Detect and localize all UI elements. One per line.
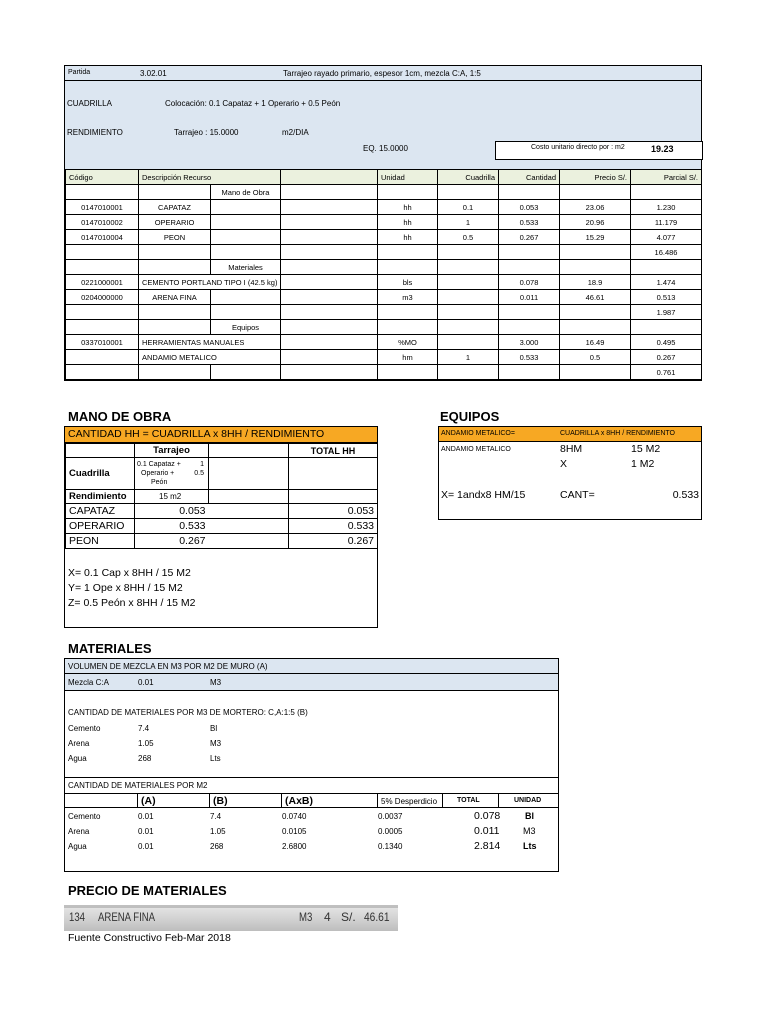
cell-cantidad: 0.053 (499, 200, 560, 215)
equipos-a2: 15 M2 (631, 443, 661, 455)
m2-row-axb: 0.0740 (282, 812, 307, 821)
table-row (66, 350, 702, 365)
cuad-line3: Peón (151, 479, 168, 486)
costo-label: Costo unitario directo por : m2 (531, 144, 625, 151)
cell-parcial: 1.230 (631, 200, 702, 215)
price-clipping-image (64, 905, 398, 931)
m2-row-b: 7.4 (210, 812, 222, 821)
cell-precio: 15.29 (560, 230, 631, 245)
mano-obra-title: MANO DE OBRA (68, 409, 172, 424)
b-row-name: Cemento (68, 724, 101, 733)
mo-row-val: 0.267 (135, 534, 209, 549)
cell-unidad: %MO (378, 335, 438, 350)
partida-description: Tarrajeo rayado primario, espesor 1cm, mezcla C:A, 1:5 (283, 69, 481, 78)
section-row (66, 260, 702, 275)
section-materiales: Materiales (211, 260, 281, 275)
b-row-val: 1.05 (138, 739, 154, 748)
m2-row-name: Agua (68, 842, 87, 851)
col-b: (B) (213, 795, 228, 807)
m2-row-unidad: Lts (523, 841, 537, 851)
col-codigo: Código (66, 170, 139, 185)
m2-row-name: Cemento (68, 812, 101, 821)
mo-row-val: 0.053 (135, 504, 209, 519)
col-a: (A) (141, 795, 156, 807)
m2-row-unidad: M3 (523, 826, 536, 836)
rendimiento-label: RENDIMIENTO (67, 128, 123, 137)
b-row-val: 7.4 (138, 724, 150, 733)
col-parcial: Parcial S/. (631, 170, 702, 185)
rendimiento-unit: m2/DIA (282, 128, 309, 137)
cell-cantidad: 0.533 (499, 215, 560, 230)
cell-unidad: hm (378, 350, 438, 365)
subtotal-materiales: 1.987 (631, 305, 702, 320)
cell-precio: 0.5 (560, 350, 631, 365)
apu-sheet (64, 65, 702, 381)
total-hh-header: TOTAL HH (289, 444, 378, 458)
m2-row-a: 0.01 (138, 812, 154, 821)
subtotal-mano-obra: 16.486 (631, 245, 702, 260)
m2-row-desp: 0.1340 (378, 842, 403, 851)
section-row (66, 320, 702, 335)
mano-obra-table (65, 443, 378, 549)
apu-table (65, 169, 702, 380)
cuad-line2-val: 0.5 (194, 470, 204, 477)
m2-row-axb: 2.6800 (282, 842, 307, 851)
col-precio: Precio S/. (560, 170, 631, 185)
partida-code: 3.02.01 (140, 69, 167, 78)
cell-desc: HERRAMIENTAS MANUALES (139, 335, 281, 350)
b-row-unit: M3 (210, 739, 222, 748)
costo-value: 19.23 (651, 144, 674, 154)
cell-unidad: hh (378, 215, 438, 230)
cell-codigo: 0221000001 (66, 275, 139, 290)
cell-desc: OPERARIO (139, 215, 211, 230)
mezcla-unit: M3 (210, 678, 222, 687)
cell-precio: 18.9 (560, 275, 631, 290)
m2-row-b: 268 (210, 842, 224, 851)
equipos-cant-label: CANT= (560, 489, 595, 501)
col-cantidad: Cantidad (499, 170, 560, 185)
b-row-unit: Lts (210, 754, 221, 763)
cuadrilla-text: Colocación: 0.1 Capataz + 1 Operario + 0.5 Peón (165, 99, 341, 108)
rendimiento-value: 15 m2 (135, 490, 209, 504)
cell-codigo: 0147010004 (66, 230, 139, 245)
m2-row-axb: 0.0105 (282, 827, 307, 836)
cell-desc: ANDAMIO METALICO (139, 350, 281, 365)
mano-obra-notes (68, 566, 196, 611)
equipos-box (438, 426, 702, 520)
col-unidad: Unidad (378, 170, 438, 185)
cell-cantidad: 0.011 (499, 290, 560, 305)
photo-currency: S/. (341, 910, 356, 924)
cant-header: CANTIDAD DE MATERIALES POR M3 DE MORTERO: C,A:1:5 (B) (68, 708, 308, 717)
equipos-b2: 1 M2 (631, 458, 655, 470)
cell-desc: ARENA FINA (139, 290, 211, 305)
col-axb: (AxB) (285, 795, 313, 807)
cell-cuadrilla: 1 (438, 215, 499, 230)
photo-item: ARENA FINA (98, 910, 156, 924)
m2-row-unidad: Bl (525, 811, 534, 821)
cell-cuadrilla: 1 (438, 350, 499, 365)
m2-row-desp: 0.0005 (378, 827, 403, 836)
tarrajeo-header: Tarrajeo (135, 444, 209, 458)
mo-row-total: 0.267 (289, 534, 378, 549)
m2-row-desp: 0.0037 (378, 812, 403, 821)
materiales-title: MATERIALES (68, 641, 152, 656)
cell-unidad: m3 (378, 290, 438, 305)
table-row (66, 275, 702, 290)
b-row-unit: Bl (210, 724, 218, 733)
photo-num: 4 (324, 910, 331, 924)
cell-unidad: hh (378, 200, 438, 215)
cell-codigo: 0147010001 (66, 200, 139, 215)
equipos-hdr-right: CUADRILLA x 8HH / RENDIMIENTO (560, 430, 676, 437)
eq-value: EQ. 15.0000 (363, 144, 408, 153)
subtotal-row (66, 305, 702, 320)
mezcla-label: Mezcla C:A (68, 678, 109, 687)
note-y: Y= 1 Ope x 8HH / 15 M2 (68, 582, 183, 594)
cell-unidad: hh (378, 230, 438, 245)
equipos-formula: X= 1andx8 HM/15 (441, 489, 526, 501)
section-equipos: Equipos (211, 320, 281, 335)
photo-unit: M3 (299, 910, 313, 924)
cell-parcial: 1.474 (631, 275, 702, 290)
cell-parcial: 0.513 (631, 290, 702, 305)
m2-row-total: 0.078 (474, 810, 501, 822)
cell-parcial: 4.077 (631, 230, 702, 245)
mo-row-name: OPERARIO (66, 519, 135, 534)
col-total: TOTAL (457, 797, 480, 804)
apu-header (65, 66, 701, 169)
cuad-line2: Operario + (141, 470, 175, 477)
b-row-name: Agua (68, 754, 87, 763)
col-descripcion: Descripción Recurso (139, 170, 281, 185)
cell-desc: PEON (139, 230, 211, 245)
equipos-row-label: ANDAMIO METALICO (441, 446, 511, 453)
cell-codigo: 0337010001 (66, 335, 139, 350)
cuadrilla-detail (135, 458, 209, 490)
cell-desc: CEMENTO PORTLAND TIPO I (42.5 kg) (139, 275, 281, 290)
mo-row-total: 0.533 (289, 519, 378, 534)
subtotal-row (66, 365, 702, 380)
cell-cantidad: 0.267 (499, 230, 560, 245)
materiales-box (64, 658, 559, 872)
partida-label: Partida (68, 69, 91, 76)
section-mano-obra: Mano de Obra (211, 185, 281, 200)
precio-title: PRECIO DE MATERIALES (68, 883, 227, 898)
cell-parcial: 0.495 (631, 335, 702, 350)
table-row (66, 215, 702, 230)
cuadrilla-label: Cuadrilla (66, 458, 135, 490)
table-row (66, 200, 702, 215)
mezcla-value: 0.01 (138, 678, 154, 687)
table-row (66, 230, 702, 245)
rendimiento-label: Rendimiento (66, 490, 135, 504)
rendimiento-text: Tarrajeo : 15.0000 (174, 128, 239, 137)
photo-code: 134 (69, 910, 86, 924)
cell-cuadrilla: 0.1 (438, 200, 499, 215)
b-row-name: Arena (68, 739, 90, 748)
note-x: X= 0.1 Cap x 8HH / 15 M2 (68, 567, 191, 579)
col-cuadrilla: Cuadrilla (438, 170, 499, 185)
table-header-row (66, 170, 702, 185)
mo-row-name: CAPATAZ (66, 504, 135, 519)
cell-precio: 20.96 (560, 215, 631, 230)
mano-obra-box (64, 426, 378, 628)
m2-row-total: 2.814 (474, 840, 501, 852)
m2-row-total: 0.011 (474, 825, 500, 837)
equipos-title: EQUIPOS (440, 409, 500, 424)
cell-cantidad: 0.078 (499, 275, 560, 290)
table-row (66, 335, 702, 350)
cell-cantidad: 0.533 (499, 350, 560, 365)
col-desperdicio: 5% Desperdicio (381, 797, 438, 806)
section-row (66, 185, 702, 200)
subtotal-row (66, 245, 702, 260)
cell-parcial: 11.179 (631, 215, 702, 230)
subtotal-equipos: 0.761 (631, 365, 702, 380)
col-unidad: UNIDAD (514, 797, 542, 804)
m2-row-name: Arena (68, 827, 90, 836)
cuad-line1-val: 1 (200, 461, 204, 468)
cell-cantidad: 3.000 (499, 335, 560, 350)
cell-codigo: 0147010002 (66, 215, 139, 230)
m2-row-a: 0.01 (138, 827, 154, 836)
equipos-hdr-left: ANDAMIO METALICO= (441, 430, 515, 437)
b-row-val: 268 (138, 754, 152, 763)
photo-price: 46.61 (364, 910, 390, 924)
equipos-b1: X (560, 458, 568, 470)
cell-precio: 16.49 (560, 335, 631, 350)
mo-row-val: 0.533 (135, 519, 209, 534)
mano-obra-formula: CANTIDAD HH = CUADRILLA x 8HH / RENDIMIENTO (68, 428, 325, 440)
vol-header: VOLUMEN DE MEZCLA EN M3 POR M2 DE MURO (A) (68, 662, 268, 671)
mo-row-name: PEON (66, 534, 135, 549)
m2-row-a: 0.01 (138, 842, 154, 851)
cell-precio: 46.61 (560, 290, 631, 305)
source-note: Fuente Constructivo Feb-Mar 2018 (68, 932, 231, 944)
m2-row-b: 1.05 (210, 827, 226, 836)
note-z: Z= 0.5 Peón x 8HH / 15 M2 (68, 597, 196, 609)
cell-parcial: 0.267 (631, 350, 702, 365)
mo-row-total: 0.053 (289, 504, 378, 519)
cuad-line1: 0.1 Capataz + (137, 461, 181, 468)
cell-codigo: 0204000000 (66, 290, 139, 305)
table-row (66, 290, 702, 305)
m2-header: CANTIDAD DE MATERIALES POR M2 (68, 781, 208, 790)
cell-precio: 23.06 (560, 200, 631, 215)
equipos-a1: 8HM (560, 443, 583, 455)
cuadrilla-label: CUADRILLA (67, 99, 112, 108)
equipos-cant-value: 0.533 (672, 489, 699, 501)
cell-cuadrilla: 0.5 (438, 230, 499, 245)
cell-desc: CAPATAZ (139, 200, 211, 215)
cell-unidad: bls (378, 275, 438, 290)
